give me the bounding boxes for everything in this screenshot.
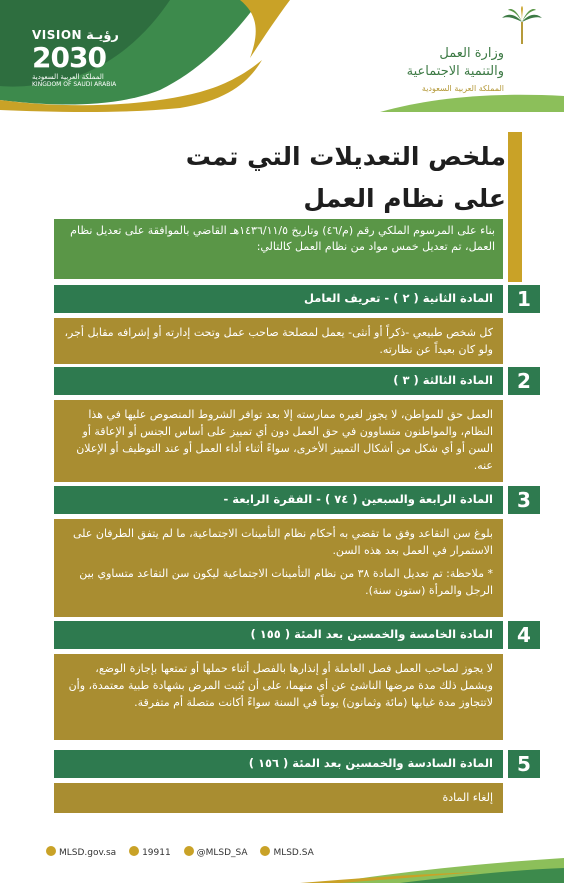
intro-text: بناء على المرسوم الملكي رقم (م/٤٦) وتاريخ ١٤٣٦/١١/٥هـ القاضي بالموافقة على تعديل نظام العمل، تم تعديل خمس مواد من نظام العمل كالتالي:: [54, 219, 503, 279]
article-body-4-text: لا يجوز لصاحب العمل فصل العاملة أو إنذارها بالفصل أثناء حملها أو تمتعها بإجازة الوضع، ويشمل ذلك مدة مرضها الناشئ عن أي منهما، على أن يُثبت المرض بشهادة طبية معتمدة، وأن لاتتجاوز مدة غيابها (مائة وثمانون) يوماً في السنة سواءً أكانت متصلة أم متفرقة.: [68, 662, 493, 709]
vision-country-en: KINGDOM OF SAUDI ARABIA: [32, 81, 117, 88]
ministry-name-line1: وزارة العمل: [439, 46, 504, 61]
article-body-5-text: إلغاء المادة: [442, 791, 493, 804]
article-body-3: [54, 519, 503, 617]
page-header: [0, 0, 564, 112]
article-body-1: [54, 318, 503, 364]
title-accent-bar: [508, 132, 522, 282]
ministry-country: المملكة العربية السعودية: [421, 84, 504, 93]
article-heading-4: المادة الخامسة والخمسين بعد المئة ( ١٥٥ ): [54, 621, 503, 649]
article-number-1: 1: [508, 285, 540, 313]
ministry-name-line2: والتنمية الاجتماعية: [406, 64, 504, 79]
article-body-3-note: * ملاحظة: تم تعديل المادة ٣٨ من نظام التأمينات الاجتماعية ليكون سن التقاعد متساوي بين الرجل والمرأة (ستون سنة).: [79, 567, 493, 597]
article-heading-2: المادة الثالثة ( ٣ ): [54, 367, 503, 395]
ministry-logo: [398, 6, 548, 106]
footer-waves: [0, 852, 564, 883]
article-body-5: [54, 783, 503, 813]
vision-label-ar: رؤيـة: [86, 28, 119, 43]
footer-website-text: MLSD.gov.sa: [59, 848, 117, 858]
article-number-3: 3: [508, 486, 540, 514]
article-number-5: 5: [508, 750, 540, 778]
title-line2: على نظام العمل: [303, 184, 506, 213]
article-body-2: [54, 400, 503, 482]
vision-2030-logo: [32, 28, 142, 94]
article-heading-1: المادة الثانية ( ٢ ) - تعريف العامل: [54, 285, 503, 313]
article-number-4: 4: [508, 621, 540, 649]
footer-phone-text: 19911: [142, 848, 171, 858]
footer-twitter-text: @MLSD_SA: [196, 848, 248, 858]
article-body-4: [54, 654, 503, 740]
page-title: [86, 138, 506, 218]
vision-label: VISION: [32, 28, 83, 42]
article-body-3-text: بلوغ سن التقاعد وفق ما تقضي به أحكام نظام التأمينات الاجتماعية، ما لم يتفق الطرفان على الاستمرار في العمل بعد هذه السن.: [73, 527, 493, 557]
article-heading-3: المادة الرابعة والسبعين ( ٧٤ ) - الفقرة الرابعة -: [54, 486, 503, 514]
title-line1: ملخص التعديلات التي تمت: [185, 142, 506, 171]
article-body-2-text: العمل حق للمواطن، لا يجوز لغيره ممارسته إلا بعد توافر الشروط المنصوص عليها في هذا النظام، والمواطنون متساوون في حق العمل دون أي تمييز على أساس الجنس أو الإعاقة أو السن أو أي شكل من أشكال التمييز الأخرى، سواءً أثناء أداء العمل أو عند التوظيف أو الإعلان عنه.: [76, 408, 493, 472]
palm-icon: [500, 6, 544, 46]
article-body-1-text: كل شخص طبيعي -ذكراً أو أنثى- يعمل لمصلحة صاحب عمل وتحت إدارته أو إشرافه مقابل أجر، ولو كان بعيداً عن نظارته.: [64, 326, 493, 356]
page-footer: [0, 836, 564, 883]
footer-snapchat-text: MLSD.SA: [273, 848, 314, 858]
vision-country-ar: المملكة العربية السعودية: [32, 73, 104, 81]
article-heading-5: المادة السادسة والخمسين بعد المئة ( ١٥٦ ): [54, 750, 503, 778]
vision-year: 2030: [32, 41, 106, 74]
article-number-2: 2: [508, 367, 540, 395]
